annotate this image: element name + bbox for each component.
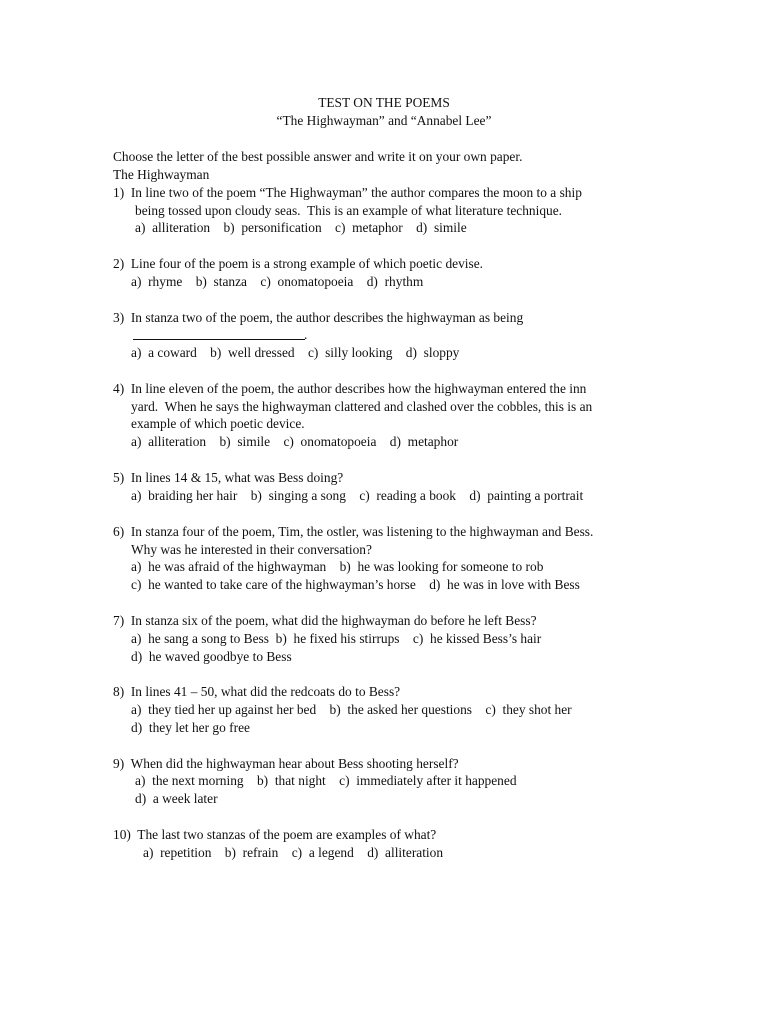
question-5-answers: a) braiding her hair b) singing a song c) reading a book d) painting a portrait [131,488,584,503]
question-10-answers: a) repetition b) refrain c) a legend d) alliteration [143,845,444,860]
question-8-answers-1: a) they tied her up against her bed b) the asked her questions c) they shot her [131,702,572,717]
question-4-line-3: example of which poetic device. [131,416,305,431]
question-3-answers: a) a coward b) well dressed c) silly looking d) sloppy [131,345,460,360]
question-7-answers-2: d) he waved goodbye to Bess [131,649,292,664]
question-6-line-2: Why was he interested in their conversation? [131,542,372,557]
question-8-line-1: 8) In lines 41 – 50, what did the redcoats do to Bess? [113,684,401,699]
question-5-line-1: 5) In lines 14 & 15, what was Bess doing? [113,470,344,485]
question-2-line-1: 2) Line four of the poem is a strong example of which poetic devise. [113,256,483,271]
question-1-line-1: 1) In line two of the poem “The Highwayman” the author compares the moon to a ship [113,185,582,200]
question-6-answers-2: c) he wanted to take care of the highwayman’s horse d) he was in love with Bess [131,577,580,592]
question-7-answers-1: a) he sang a song to Bess b) he fixed his stirrups c) he kissed Bess’s hair [131,631,542,646]
question-7-line-1: 7) In stanza six of the poem, what did the highwayman do before he left Bess? [113,613,537,628]
page-subtitle: “The Highwayman” and “Annabel Lee” [276,113,492,128]
question-4-line-2: yard. When he says the highwayman clattered and clashed over the cobbles, this is an [131,399,593,414]
question-4-answers: a) alliteration b) simile c) onomatopoeia d) metaphor [131,434,459,449]
question-4-line-1: 4) In line eleven of the poem, the author describes how the highwayman entered the inn [113,381,587,396]
question-10-line-1: 10) The last two stanzas of the poem are examples of what? [113,827,437,842]
question-9-answers-1: a) the next morning b) that night c) immediately after it happened [135,773,517,788]
question-9-line-1: 9) When did the highwayman hear about Bess shooting herself? [113,756,459,771]
question-6-line-1: 6) In stanza four of the poem, Tim, the ostler, was listening to the highwayman and Bess. [113,524,594,539]
answer-blank [133,339,305,340]
question-9-answers-2: d) a week later [135,791,218,806]
question-3-line-1: 3) In stanza two of the poem, the author describes the highwayman as being [113,310,524,325]
question-8-answers-2: d) they let her go free [131,720,250,735]
page-title: TEST ON THE POEMS [318,95,450,110]
question-6-answers-1: a) he was afraid of the highwayman b) he was looking for someone to rob [131,559,544,574]
instructions: Choose the letter of the best possible answer and write it on your own paper. [113,149,523,164]
question-1-line-2: being tossed upon cloudy seas. This is an example of what literature technique. [135,203,563,218]
question-1-answers: a) alliteration b) personification c) metaphor d) simile [135,220,467,235]
question-2-answers: a) rhyme b) stanza c) onomatopoeia d) rhythm [131,274,424,289]
section-title: The Highwayman [113,167,210,182]
question-3-line-2: . [304,327,308,342]
